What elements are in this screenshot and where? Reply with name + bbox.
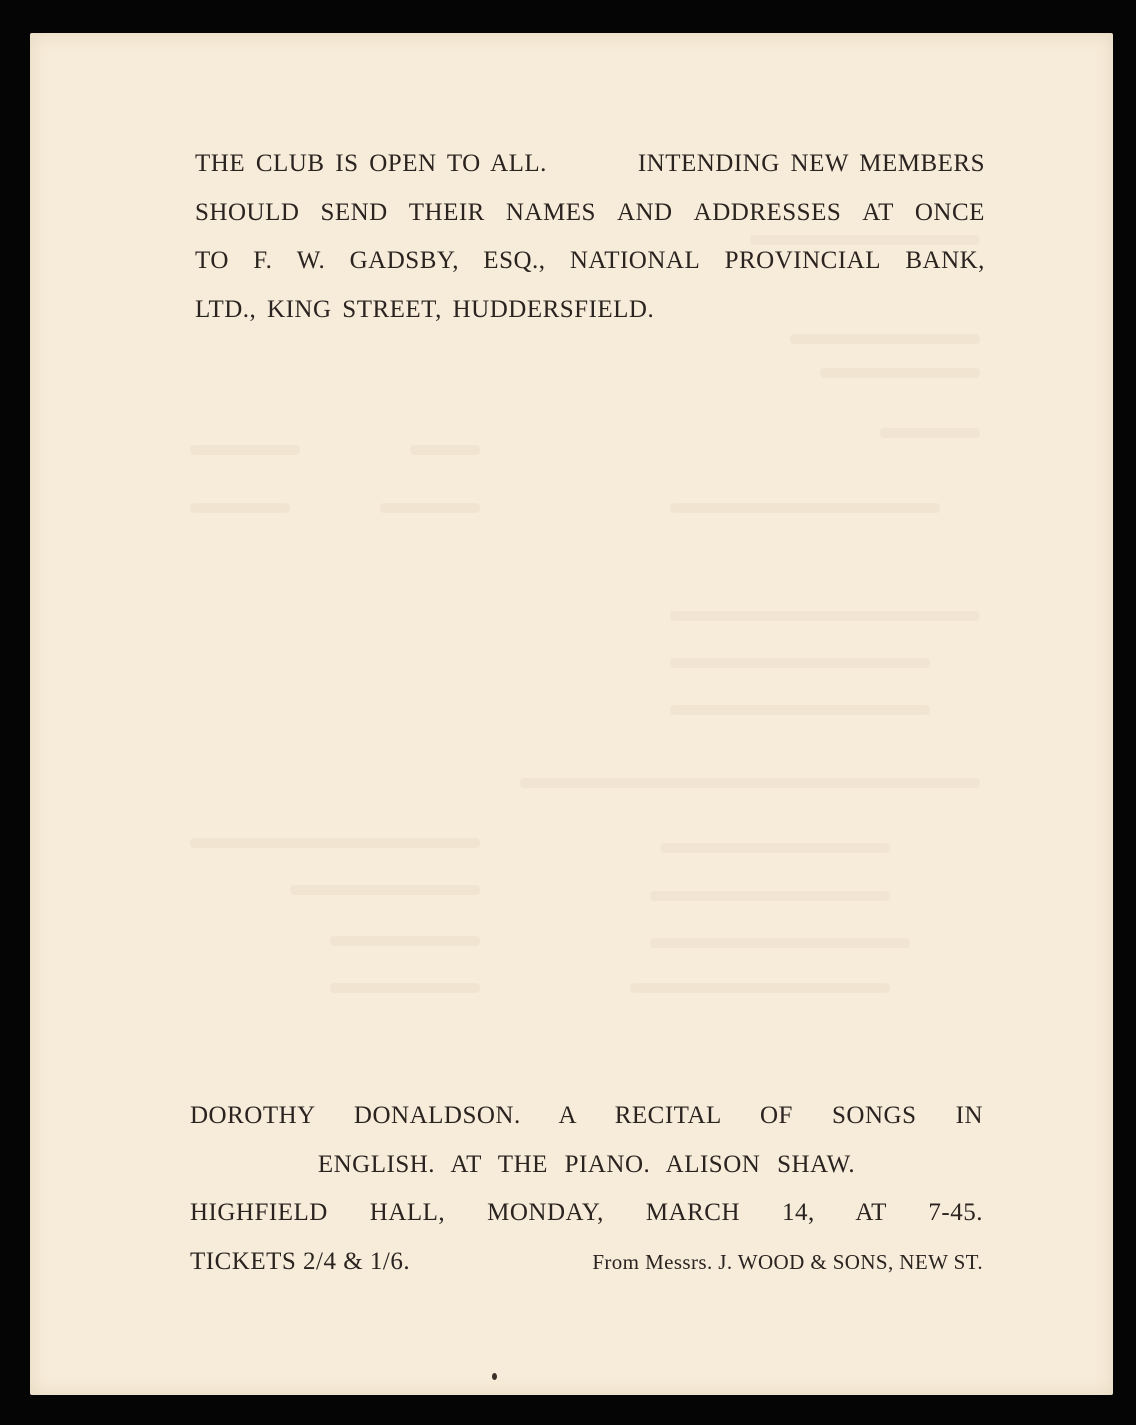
recital-line-1: DOROTHY DONALDSON. A RECITAL OF SONGS IN xyxy=(190,1102,983,1129)
notice-line-3-word: PROVINCIAL xyxy=(724,247,881,274)
notice-line-3 xyxy=(195,243,985,292)
recital-line-3: HIGHFIELD HALL, MONDAY, MARCH 14, AT 7-45. xyxy=(190,1199,983,1226)
notice-line-2-word: ADDRESSES xyxy=(693,198,842,226)
notice-line-3-word: F. xyxy=(253,247,273,274)
recital-announcement xyxy=(190,1098,983,1292)
ticket-prices: TICKETS 2/4 & 1/6. xyxy=(190,1247,411,1275)
notice-line-2-word: THEIR xyxy=(408,198,485,226)
notice-line-3-word: GADSBY, xyxy=(349,247,459,274)
ink-dot xyxy=(492,1373,497,1380)
ticket-vendor: From Messrs. J. WOOD & SONS, NEW ST. xyxy=(592,1249,983,1274)
notice-line-1-right: INTENDING NEW MEMBERS xyxy=(637,150,985,177)
paper-page xyxy=(30,33,1113,1395)
notice-line-1 xyxy=(195,146,985,195)
notice-line-4 xyxy=(195,292,985,341)
notice-line-3-word: W. xyxy=(296,247,326,274)
recital-line-2: ENGLISH. AT THE PIANO. ALISON SHAW. xyxy=(317,1150,856,1178)
notice-line-2-word: ONCE xyxy=(914,198,985,226)
notice-line-2-word: NAMES xyxy=(505,198,596,226)
notice-line-3-word: TO xyxy=(195,247,229,274)
notice-line-2-word: SEND xyxy=(320,198,388,226)
notice-line-2-word: SHOULD xyxy=(195,198,300,226)
notice-line-3-word: BANK, xyxy=(905,247,985,274)
notice-line-2-word: AT xyxy=(862,198,894,226)
recital-line-4 xyxy=(190,1244,983,1293)
membership-notice xyxy=(195,146,985,340)
notice-line-3-word: NATIONAL xyxy=(569,247,701,274)
notice-line-2 xyxy=(195,195,985,244)
notice-line-1-left: THE CLUB IS OPEN TO ALL. xyxy=(195,150,547,177)
notice-line-4-text: LTD., KING STREET, HUDDERSFIELD. xyxy=(195,295,655,323)
notice-line-3-word: ESQ., xyxy=(483,247,546,274)
notice-line-2-word: AND xyxy=(616,198,673,226)
